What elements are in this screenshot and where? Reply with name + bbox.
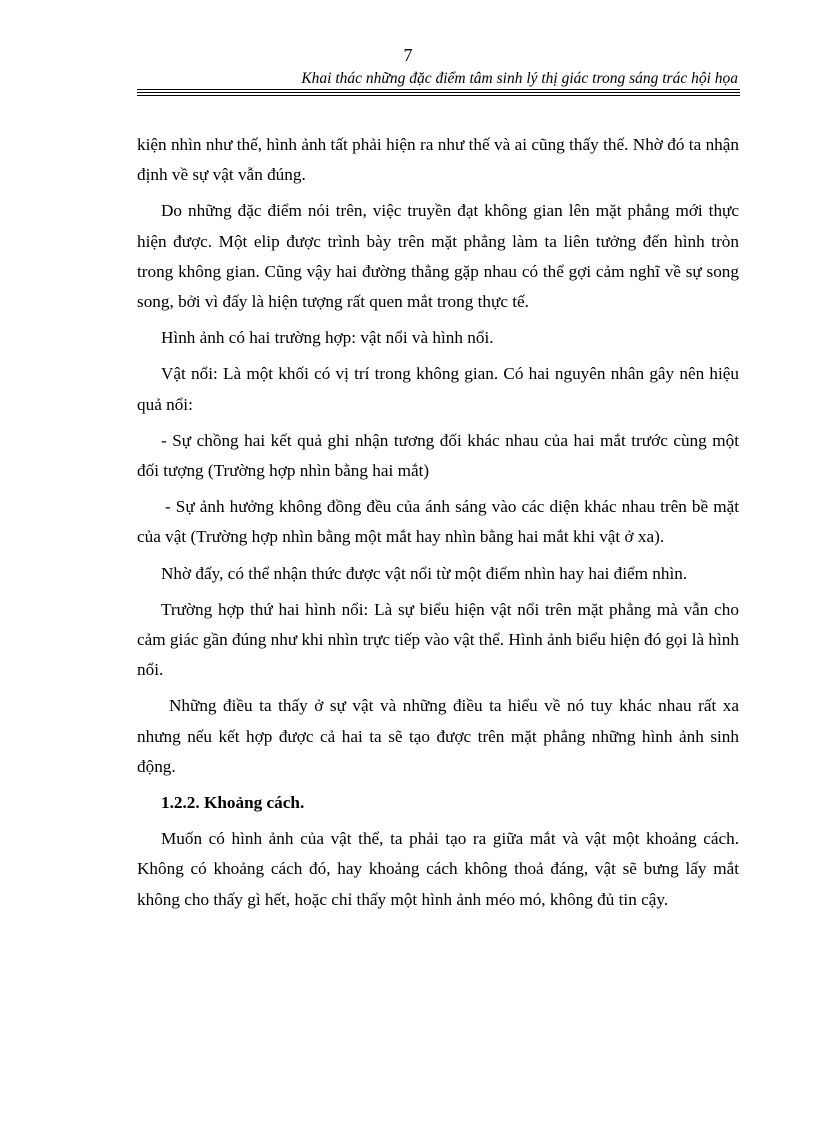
paragraph: kiện nhìn như thế, hình ảnh tất phải hiện ra như thế và ai cũng thấy thế. Nhờ đó ta nhận định về sự vật vẫn đúng. xyxy=(137,135,739,185)
paragraph: Hình ảnh có hai trường hợp: vật nổi và hình nổi. xyxy=(161,328,494,348)
list-item: - Sự chồng hai kết quả ghi nhận tương đối khác nhau của hai mắt trước cùng một đối tượng (Trường hợp nhìn bằng hai mắt) xyxy=(137,430,739,481)
header-rule xyxy=(137,89,740,90)
page-number: 7 xyxy=(403,45,413,65)
paragraph: Nhờ đấy, có thể nhận thức được vật nổi từ một điểm nhìn hay hai điểm nhìn. xyxy=(161,563,688,583)
header-rule xyxy=(137,95,740,96)
paragraph: Muốn có hình ảnh của vật thể, ta phải tạo ra giữa mắt và vật một khoảng cách. Không có khoảng cách đó, hay khoảng cách không thoả đáng, vật sẽ bưng lấy mắt không cho thấy gì hết, hoặc chỉ thấy một hình ảnh méo mó, không đủ tin cậy. xyxy=(137,829,739,909)
section-heading: 1.2.2. Khoảng cách. xyxy=(161,793,305,813)
list-item: - Sự ảnh hưởng không đồng đều của ánh sáng vào các diện khác nhau trên bề mặt của vật (Trường hợp nhìn bằng một mắt hay nhìn bằng hai mắt khi vật ở xa). xyxy=(137,497,739,547)
paragraph: Trường hợp thứ hai hình nổi: Là sự biểu hiện vật nổi trên mặt phẳng mà vẫn cho cảm giác gần đúng như khi nhìn trực tiếp vào vật thể. Hình ảnh biểu hiện đó gọi là hình nổi. xyxy=(137,599,739,680)
paragraph: Những điều ta thấy ở sự vật và những điều ta hiểu về nó tuy khác nhau rất xa nhưng nếu kết hợp được cả hai ta sẽ tạo được trên mặt phẳng những hình ảnh sinh động. xyxy=(137,696,739,776)
body-text xyxy=(137,130,739,921)
paragraph: Vật nổi: Là một khối có vị trí trong không gian. Có hai nguyên nhân gây nên hiệu quả nổi: xyxy=(137,364,739,414)
paragraph: Do những đặc điểm nói trên, việc truyền đạt không gian lên mặt phẳng mới thực hiện được. Một elip được trình bày trên mặt phẳng làm ta liên tưởng đến hình tròn trong không gian. Cũng vậy hai đường thẳng gặp nhau có thể gợi cảm nghĩ về sự song song, bởi vì đấy là hiện tượng rất quen mắt trong thực tế. xyxy=(137,201,739,312)
header-rule xyxy=(137,92,740,93)
running-header: Khai thác những đặc điểm tâm sinh lý thị giác trong sáng trác hội họa xyxy=(301,70,738,87)
